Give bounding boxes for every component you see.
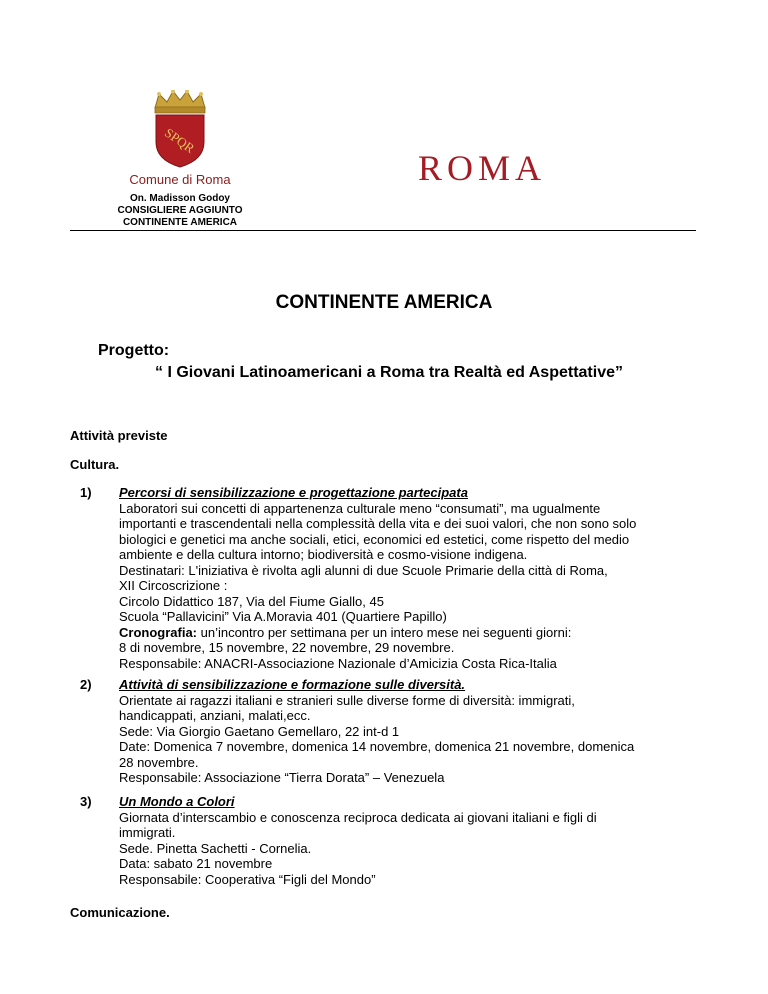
roma-logo: ROMA	[418, 148, 547, 188]
item-line: 8 di novembre, 15 novembre, 22 novembre, 29 novembre.	[119, 640, 455, 655]
councillor-name: On. Madisson Godoy	[129, 193, 230, 204]
item-line-chrono	[119, 625, 700, 641]
item-line: XII Circoscrizione :	[119, 578, 228, 593]
activity-item-2	[80, 677, 700, 786]
project-label: Progetto:	[98, 342, 170, 359]
item-heading: Un Mondo a Colori	[119, 794, 235, 809]
item-line: Orientate ai ragazzi italiani e stranieri sulle diverse forme di diversità: immigrati,	[119, 692, 575, 708]
chrono-text: un’incontro per settimana per un intero mese nei seguenti giorni:	[197, 624, 572, 640]
item-line: Circolo Didattico 187, Via del Fiume Giallo, 45	[119, 593, 384, 609]
item-line: 28 novembre.	[119, 754, 199, 770]
target-label: Destinatari:	[119, 562, 185, 578]
communication-heading: Comunicazione.	[70, 905, 170, 920]
comune-name: Comune di Roma	[129, 172, 231, 187]
document-title: CONTINENTE AMERICA	[275, 292, 493, 313]
item-line: handicappati, anziani, malati,ecc.	[119, 708, 311, 723]
chrono-label: Cronografia:	[119, 624, 197, 640]
culture-heading: Cultura.	[70, 457, 120, 472]
councillor-area: CONTINENTE AMERICA	[122, 217, 238, 228]
item-number: 1)	[80, 485, 92, 500]
item-line: Data: sabato 21 novembre	[119, 856, 273, 871]
item-line: Responsabile: Associazione “Tierra Dorata” – Venezuela	[119, 770, 445, 785]
item-line: Laboratori sui concetti di appartenenza culturale meno “consumati”, ma ugualmente	[119, 500, 601, 516]
activities-heading: Attività previste	[70, 428, 168, 443]
councillor-role: CONSIGLIERE AGGIUNTO	[117, 205, 243, 216]
activity-item-3	[80, 794, 700, 887]
activity-item-1	[80, 485, 700, 671]
target-text: L'iniziativa è rivolta agli alunni di due Scuole Primarie della città di Roma,	[184, 562, 608, 578]
item-line: Scuola “Pallavicini” Via A.Moravia 401 (Quartiere Papillo)	[119, 609, 447, 624]
header-divider	[70, 230, 696, 231]
item-line: Responsabile: ANACRI-Associazione Nazionale d’Amicizia Costa Rica-Italia	[119, 655, 557, 671]
item-line: Date: Domenica 7 novembre, domenica 14 novembre, domenica 21 novembre, domenica	[119, 739, 635, 754]
item-line: Giornata d’interscambio e conoscenza reciproca dedicata ai giovani italiani e figli di	[119, 809, 597, 825]
item-line: Responsabile: Cooperativa “Figli del Mondo”	[119, 871, 376, 887]
item-number: 2)	[80, 677, 92, 692]
item-line: Sede: Via Giorgio Gaetano Gemellaro, 22 int-d 1	[119, 723, 400, 739]
spqr-crest-logo	[149, 90, 211, 168]
item-line: immigrati.	[119, 825, 176, 840]
crest-letters: SPQR	[162, 124, 198, 156]
item-number: 3)	[80, 794, 92, 809]
item-heading: Attività di sensibilizzazione e formazione sulle diversità.	[119, 677, 466, 692]
item-line: Sede. Pinetta Sachetti - Cornelia.	[119, 840, 312, 856]
project-name: “ I Giovani Latinoamericani a Roma tra Realtà ed Aspettative”	[155, 364, 623, 381]
item-heading: Percorsi di sensibilizzazione e progettazione partecipata	[119, 485, 468, 500]
item-line: biologici e genetici ma anche sociali, etici, economici ed estetici, come rispetto del medio	[119, 531, 630, 547]
item-line: ambiente e della cultura intorno; biodiversità e cosmo-visione indigena.	[119, 547, 528, 562]
item-line: importanti e trascendentali nella complessità della vita e dei suoi valori, che non sono solo	[119, 516, 637, 531]
header-block	[95, 90, 265, 229]
item-line-target	[119, 563, 700, 579]
